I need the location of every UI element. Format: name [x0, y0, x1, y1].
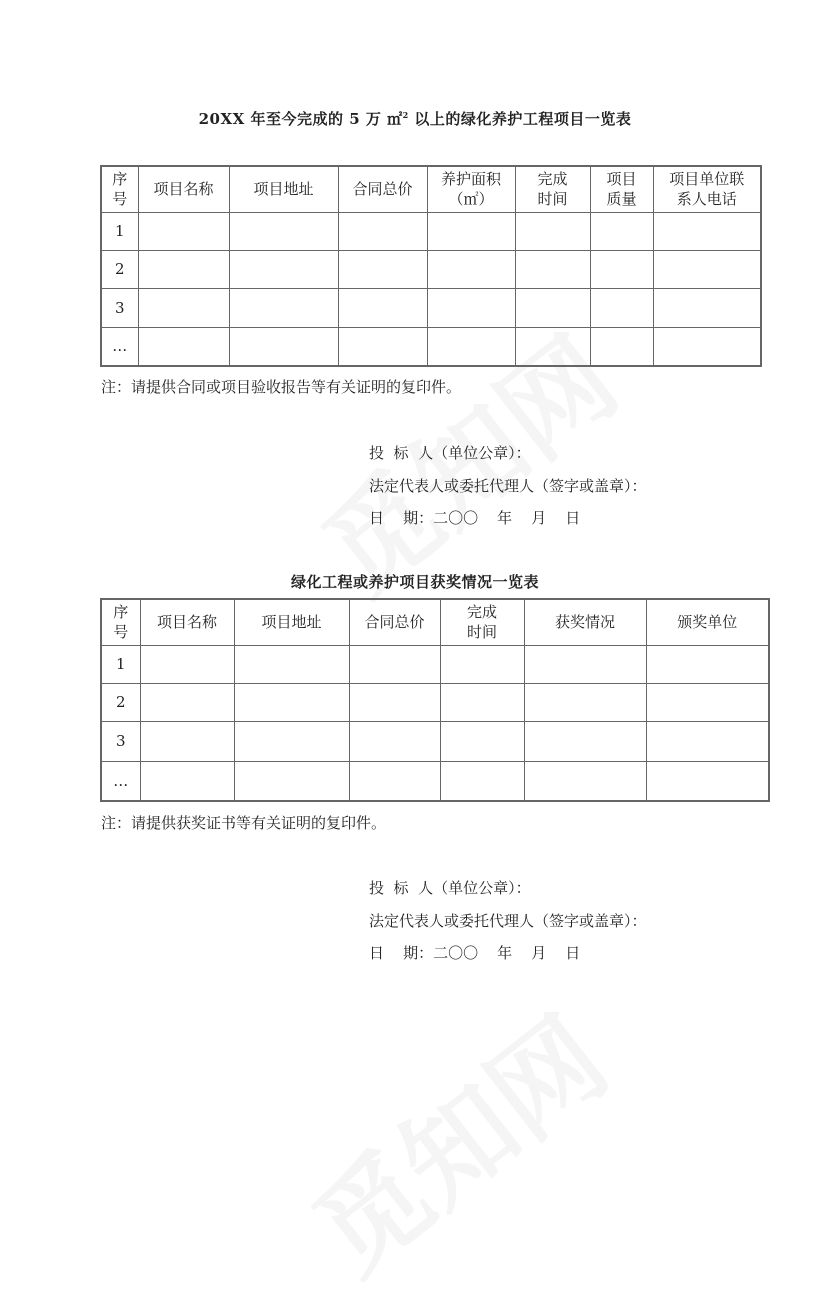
table-row — [101, 645, 769, 683]
header-contract-price: 合同总价 — [338, 166, 427, 212]
table-row — [101, 761, 769, 801]
table-row — [101, 327, 761, 366]
date-line: 日 期：二〇〇 年 月 日 — [369, 944, 581, 962]
header-finish-time: 完成 时间 — [515, 166, 590, 212]
table-row — [101, 721, 769, 761]
header-contract-price: 合同总价 — [349, 599, 440, 645]
header-project-address: 项目地址 — [234, 599, 349, 645]
header-seq: 序 号 — [101, 599, 140, 645]
row-index: 1 — [101, 645, 140, 683]
legal-rep-line: 法定代表人或委托代理人（签字或盖章）： — [369, 477, 647, 495]
header-project-address: 项目地址 — [229, 166, 338, 212]
header-issuer: 颁奖单位 — [646, 599, 769, 645]
table-row — [101, 212, 761, 250]
table2-note: 注：请提供获奖证书等有关证明的复印件。 — [101, 814, 387, 832]
row-index: 3 — [101, 288, 138, 327]
header-project-name: 项目名称 — [138, 166, 229, 212]
header-seq: 序 号 — [101, 166, 138, 212]
awards-table — [100, 598, 770, 802]
table-row — [101, 683, 769, 721]
bidder-line: 投 标 人（单位公章）： — [369, 879, 531, 897]
table-header-row — [101, 599, 769, 645]
watermark — [276, 975, 633, 1303]
header-contact: 项目单位联 系人电话 — [653, 166, 761, 212]
table1-note: 注：请提供合同或项目验收报告等有关证明的复印件。 — [101, 378, 462, 396]
row-index: 3 — [101, 721, 140, 761]
row-index: … — [101, 327, 138, 366]
bidder-line: 投 标 人（单位公章）： — [369, 444, 531, 462]
date-line: 日 期：二〇〇 年 月 日 — [369, 509, 581, 527]
table-header-row — [101, 166, 761, 212]
table-row — [101, 288, 761, 327]
row-index: 2 — [101, 683, 140, 721]
legal-rep-line: 法定代表人或委托代理人（签字或盖章）： — [369, 912, 647, 930]
row-index: … — [101, 761, 140, 801]
header-area: 养护面积 （㎡） — [427, 166, 515, 212]
header-finish-time: 完成 时间 — [440, 599, 524, 645]
header-quality: 项目 质量 — [590, 166, 653, 212]
projects-table — [100, 165, 762, 367]
table1-title: 20XX 年至今完成的 5 万 ㎡$^2$ 以上的绿化养护工程项目一览表 — [198, 110, 632, 128]
row-index: 2 — [101, 250, 138, 288]
table-row — [101, 250, 761, 288]
header-award: 获奖情况 — [524, 599, 646, 645]
table2-title: 绿化工程或养护项目获奖情况一览表 — [290, 573, 539, 591]
row-index: 1 — [101, 212, 138, 250]
header-project-name: 项目名称 — [140, 599, 234, 645]
